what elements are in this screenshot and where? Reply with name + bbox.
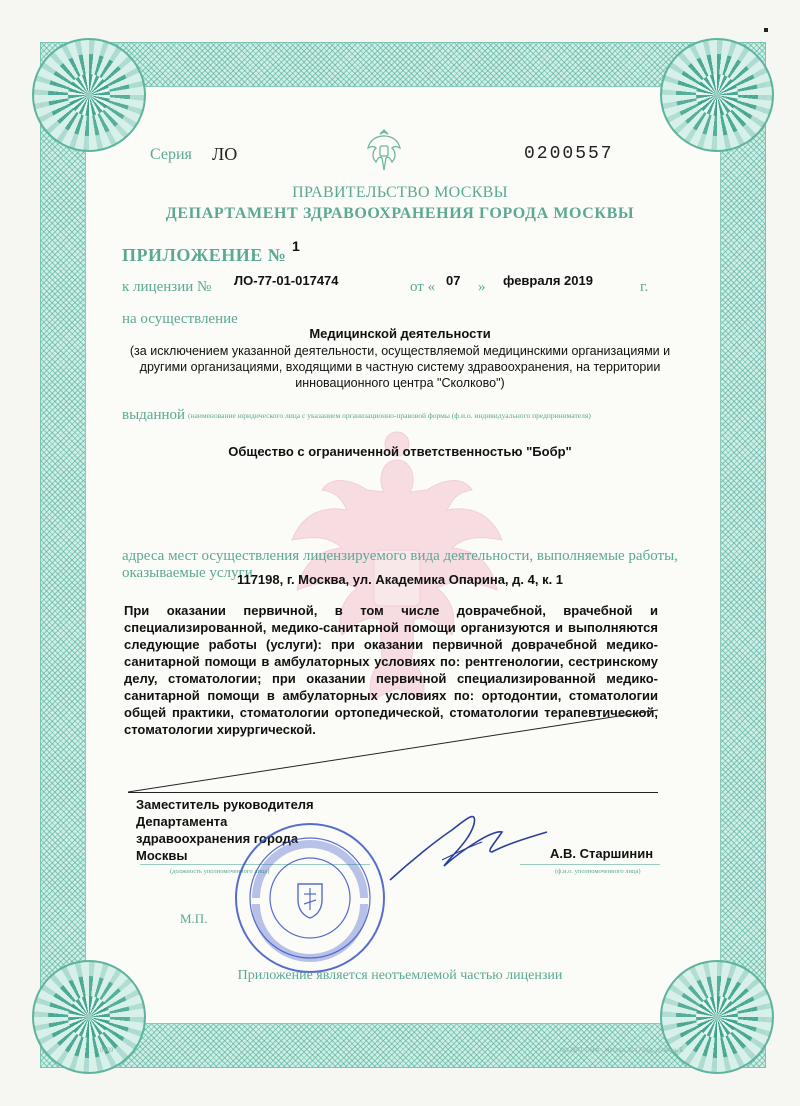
activity-note: (за исключением указанной деятельности, осуществляемой медицинскими организациями и другими организациями, входящими в частную систему здравоохранения, на территории инновационного центра "Сколково") (129, 344, 671, 390)
appendix-title: ПРИЛОЖЕНИЕ № (122, 245, 287, 265)
date-prefix: от « (410, 279, 436, 295)
z-closing-baseline (128, 792, 658, 793)
date-quote: » (478, 279, 486, 295)
print-code-right: ЛО-ОПТ-ПМФ - Москва, 2017 год, уровень Б (560, 1048, 684, 1054)
handwritten-signature (382, 800, 552, 890)
series-label: Серия (150, 146, 192, 163)
activity-label: на осуществление (122, 311, 238, 327)
signer-name-hint: (ф.и.о. уполномоченного лица) (555, 868, 641, 875)
activity-name: Медицинской деятельности (309, 326, 491, 341)
activity-address: 117198, г. Москва, ул. Академика Опарина, д. 4, к. 1 (236, 572, 564, 587)
series-value: ЛО (212, 144, 238, 164)
year-suffix: г. (640, 279, 649, 295)
form-serial-number: 0200557 (524, 144, 614, 164)
print-code-left: 0409 (100, 1048, 114, 1054)
license-day: 07 (446, 273, 461, 288)
organization-name: Общество с ограниченной ответственностью "Бобр" (228, 444, 572, 459)
rosette-ornament-icon (32, 38, 146, 152)
appendix-number: 1 (292, 238, 300, 254)
scan-speck (764, 28, 768, 32)
issuing-department: ДЕПАРТАМЕНТ ЗДРАВООХРАНЕНИЯ ГОРОДА МОСКВЫ (165, 205, 635, 222)
issuing-government: ПРАВИТЕЛЬСТВО МОСКВЫ (292, 184, 508, 201)
coat-of-arms-icon (360, 124, 408, 174)
official-seal-stamp (232, 820, 388, 976)
signer-position: Заместитель руководителя Департамента здравоохранения города Москвы (136, 797, 314, 863)
footer-note: Приложение является неотъемлемой частью лицензии (237, 968, 563, 983)
rosette-ornament-icon (660, 38, 774, 152)
license-label: к лицензии № (122, 279, 212, 295)
number-sign: № (267, 245, 287, 265)
z-closing-line (128, 708, 658, 794)
issued-label: выданной (122, 407, 186, 423)
signer-name: А.В. Старшинин (550, 846, 654, 861)
license-month-year: февраля 2019 (503, 273, 593, 288)
address-label: адреса мест осуществления лицензируемого вида деятельности, выполняемые работы, оказываемые услуги (122, 548, 678, 581)
seal-place-label: М.П. (180, 911, 208, 926)
issued-hint: (наименование юридического лица с указанием организационно-правовой формы (ф.и.о. индивидуального предпринимателя) (188, 411, 591, 420)
works-list: При оказании первичной, в том числе доврачебной, врачебной и специализированной, медико-санитарной помощи организуются и выполняются следующие работы (услуги): при оказании первичной доврачебной медико-санитарной помощи в амбулаторных условиях по: рентгенологии, сестринскому делу, стоматологии; при оказании первичной специализированной медико-санитарной помощи в амбулаторных условиях по: ортодонтии, стоматологии общей практики, стоматологии ортопедической, стоматологии терапевтической, стоматологии хирургической. (124, 603, 658, 737)
signer-position-hint: (должность уполномоченного лица) (170, 868, 270, 875)
license-number: ЛО-77-01-017474 (234, 273, 339, 288)
